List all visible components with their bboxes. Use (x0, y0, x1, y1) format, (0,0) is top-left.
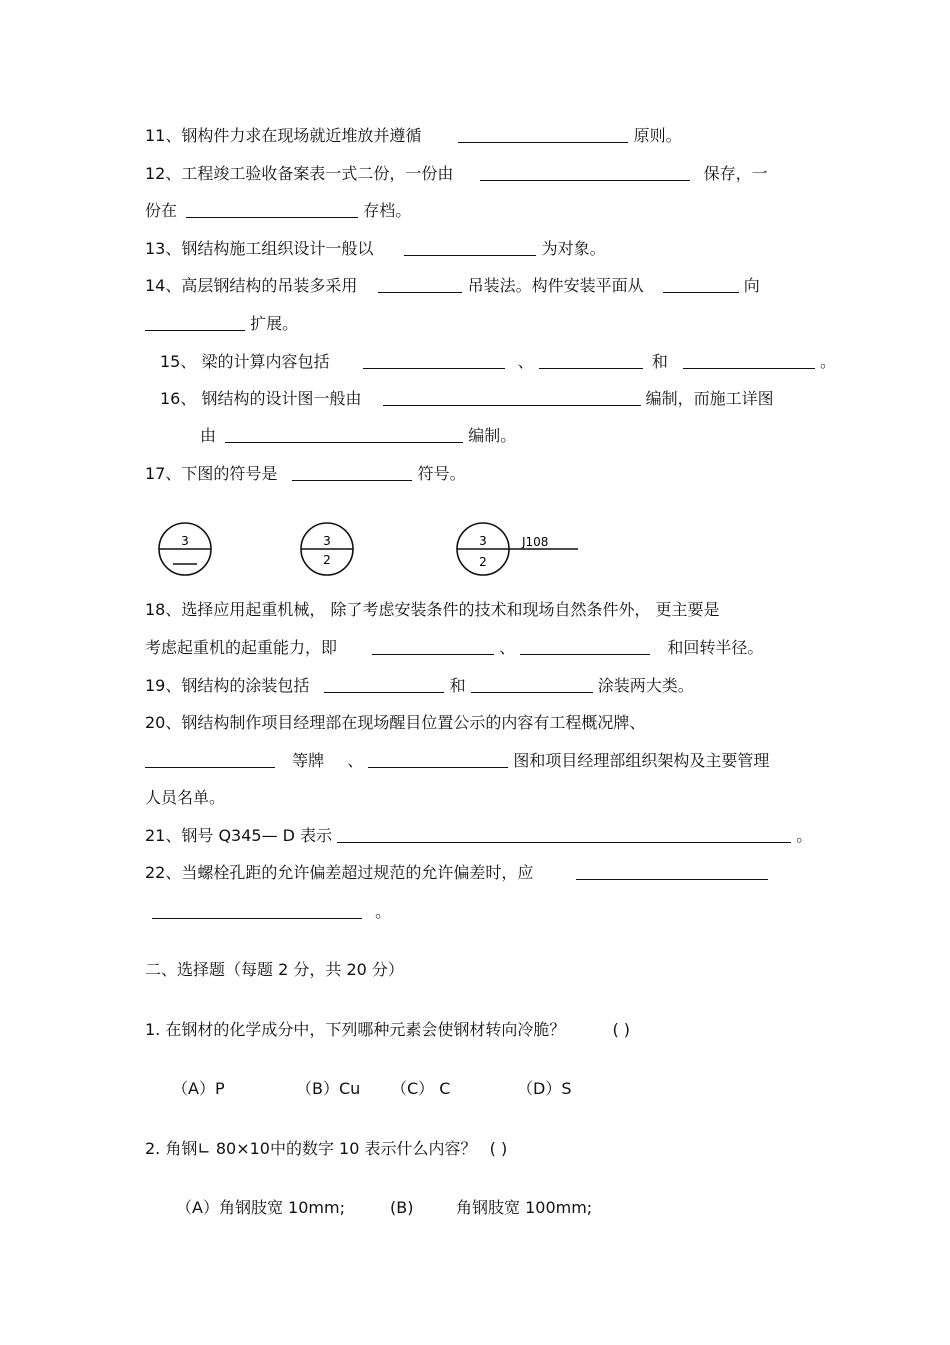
separator: 、 (347, 751, 364, 770)
question-tail: 编制。 (468, 426, 517, 445)
answer-blank[interactable] (372, 638, 494, 655)
question-11 (145, 126, 682, 146)
question-text: 16、 钢结构的设计图一般由 (160, 389, 362, 408)
separator: 、 (517, 352, 534, 371)
question-20-line3 (145, 788, 225, 808)
answer-blank[interactable] (404, 239, 536, 256)
symbol-2-top: 3 (323, 534, 331, 548)
symbol-1-top: 3 (181, 534, 189, 548)
question-16-line2 (200, 426, 516, 446)
answer-blank[interactable] (225, 426, 463, 443)
option-b[interactable]: 角钢肢宽 100mm; (456, 1198, 593, 1217)
answer-blank[interactable] (520, 638, 650, 655)
option-d[interactable]: （D）S (517, 1079, 572, 1098)
symbol-3 (457, 523, 578, 575)
symbol-2-bottom: 2 (323, 553, 331, 567)
question-22-line2 (152, 902, 391, 922)
question-tail: 存档。 (363, 201, 412, 220)
question-text: 考虑起重机的起重能力，即 (145, 638, 338, 657)
question-text: 份在 (145, 201, 178, 220)
question-tail: 原则。 (633, 126, 682, 145)
question-21 (145, 826, 812, 846)
question-text: 21、钢号 Q345— D 表示 (145, 826, 333, 845)
question-text: 等牌 (292, 751, 325, 770)
answer-blank[interactable] (292, 464, 412, 481)
symbol-3-top: 3 (479, 534, 487, 548)
choice-question-2 (145, 1139, 507, 1159)
option-b-label[interactable]: (B) (390, 1198, 414, 1217)
answer-blank[interactable] (363, 352, 505, 369)
symbol-2 (301, 523, 353, 575)
answer-blank[interactable] (324, 676, 444, 693)
choice-2-options (176, 1198, 592, 1218)
question-text: 由 (200, 426, 217, 445)
answer-blank[interactable] (539, 352, 643, 369)
answer-blank[interactable] (368, 751, 508, 768)
question-mid2: 向 (743, 276, 760, 295)
answer-blank[interactable] (145, 314, 245, 331)
separator: 、 (499, 638, 516, 657)
question-text: 2. 角钢∟ 80×10中的数字 10 表示什么内容？ (145, 1139, 477, 1158)
question-13 (145, 239, 606, 259)
question-mid: 吊装法。构件安装平面从 (467, 276, 644, 295)
option-c[interactable]: （C） C (391, 1079, 451, 1098)
answer-blank[interactable] (576, 863, 768, 880)
answer-blank[interactable] (480, 164, 690, 181)
question-text: 1. 在钢材的化学成分中，下列哪种元素会使钢材转向冷脆？ (145, 1020, 566, 1039)
question-15 (160, 352, 836, 372)
question-19 (145, 676, 694, 696)
option-b[interactable]: （B）Cu (296, 1079, 361, 1098)
question-tail: 。 (820, 352, 837, 371)
question-tail: 和回转半径。 (667, 638, 764, 657)
answer-blank[interactable] (383, 389, 641, 406)
answer-blank[interactable] (186, 201, 358, 218)
option-a[interactable]: （A）角钢肢宽 10mm; (176, 1198, 345, 1217)
question-16 (160, 389, 774, 409)
question-text: 图和项目经理部组织架构及主要管理 (513, 751, 770, 770)
question-14 (145, 276, 760, 296)
answer-blank[interactable] (378, 276, 462, 293)
answer-blank[interactable] (152, 902, 362, 919)
question-18 (145, 600, 720, 620)
answer-blank[interactable] (337, 826, 791, 843)
question-20 (145, 713, 645, 733)
choice-question-1 (145, 1020, 630, 1040)
question-tail: 为对象。 (541, 239, 606, 258)
choice-1-options (172, 1079, 571, 1099)
question-12-line2 (145, 201, 411, 221)
answer-paren[interactable]: ( ) (612, 1020, 631, 1039)
question-tail: 扩展。 (250, 314, 299, 333)
question-text: 19、钢结构的涂装包括 (145, 676, 310, 695)
symbol-1 (159, 523, 211, 575)
question-text: 13、钢结构施工组织设计一般以 (145, 239, 374, 258)
index-symbols-figure (140, 512, 600, 584)
symbol-3-bottom: 2 (479, 555, 487, 569)
section-title-text: 二、选择题（每题 2 分，共 20 分） (145, 960, 404, 979)
answer-blank[interactable] (663, 276, 739, 293)
question-text: 20、钢结构制作项目经理部在现场醒目位置公示的内容有工程概况牌、 (145, 713, 646, 732)
question-14-line2 (145, 314, 298, 334)
question-tail: 涂装两大类。 (597, 676, 694, 695)
question-tail: 。 (796, 826, 813, 845)
question-22 (145, 863, 768, 883)
question-text: 18、选择应用起重机械， 除了考虑安装条件的技术和现场自然条件外， 更主要是 (145, 600, 720, 619)
option-a[interactable]: （A）P (172, 1079, 225, 1098)
question-12 (145, 164, 768, 184)
answer-blank[interactable] (458, 126, 628, 143)
answer-paren[interactable]: ( ) (489, 1139, 508, 1158)
separator: 和 (651, 352, 668, 371)
question-tail: 。 (375, 902, 392, 921)
answer-blank[interactable] (683, 352, 815, 369)
question-mid: 和 (449, 676, 466, 695)
question-text: 15、 梁的计算内容包括 (160, 352, 330, 371)
question-text: 人员名单。 (145, 788, 226, 807)
question-mid: 保存，一 (703, 164, 768, 183)
question-18-line2 (145, 638, 763, 658)
question-text: 17、下图的符号是 (145, 464, 278, 483)
question-20-line2 (145, 751, 769, 771)
answer-blank[interactable] (471, 676, 593, 693)
question-text: 22、当螺栓孔距的允许偏差超过规范的允许偏差时，应 (145, 863, 534, 882)
symbol-3-label: J108 (522, 535, 549, 549)
question-17 (145, 464, 466, 484)
section-2-title (145, 960, 404, 980)
answer-blank[interactable] (145, 751, 275, 768)
question-text: 11、钢构件力求在现场就近堆放并遵循 (145, 126, 422, 145)
question-mid: 编制，而施工详图 (645, 389, 774, 408)
question-text: 12、工程竣工验收备案表一式二份，一份由 (145, 164, 454, 183)
question-text: 14、高层钢结构的吊装多采用 (145, 276, 358, 295)
question-tail: 符号。 (417, 464, 466, 483)
